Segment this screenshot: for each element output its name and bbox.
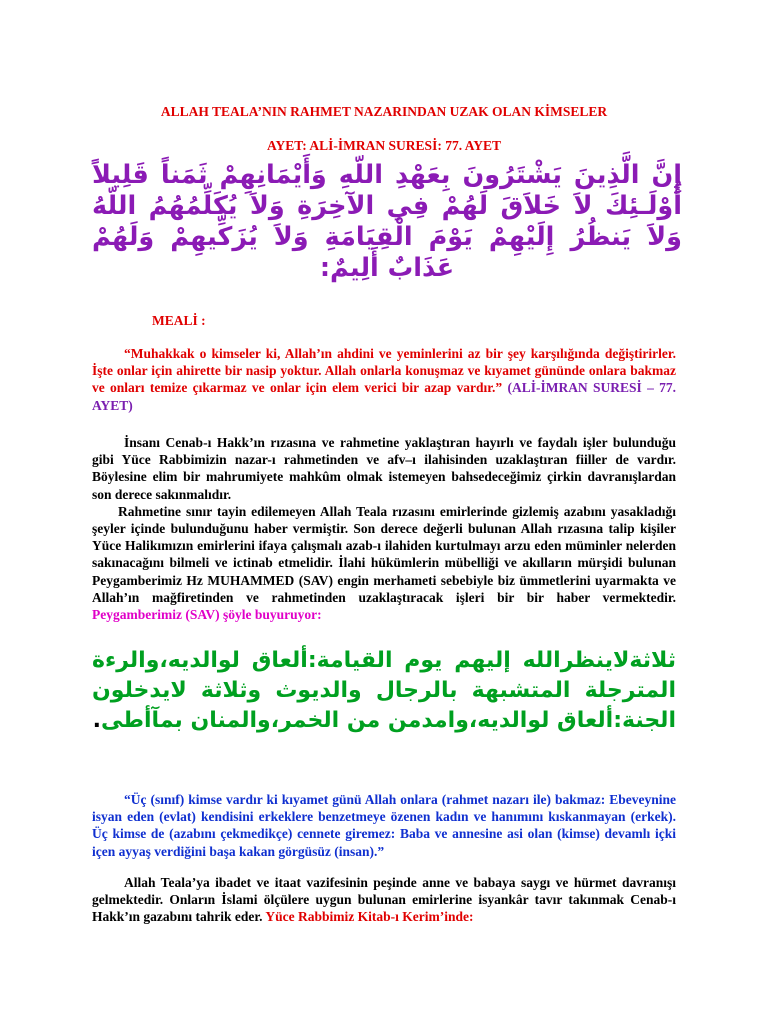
meal-reference: (ALİ-İMRAN SURESİ – 77. AYET) xyxy=(92,380,676,413)
arabic-ayet-text: إِنَّ الَّذِينَ يَشْتَرُونَ بِعَهْدِ اللّهِ وَأَيْمَانِهِمْ ثَمَناً قَلِيلاً أُوْلَـئِكَ لاَ خَلاَقَ لَهُمْ فِي الآخِرَةِ وَلاَ يُكَلِّمُهُمُ اللّهُ وَلاَ يَنظُرُ إِلَيْهِمْ يَوْمَ الْقِيَامَةِ وَلاَ يُزَكِّيهِمْ وَلَهُمْ عَذَابٌ أَلِيمٌ: xyxy=(92,160,682,283)
arabic-hadis-period: . xyxy=(92,708,102,733)
meali-label: MEALİ : xyxy=(152,313,206,328)
paragraph-insan: İnsanı Cenab-ı Hakk’ın rızasına ve rahmetine yaklaştıran hayırlı ve faydalı işler bulunduğu gibi Yüce Rabbimizin nazar-ı rahmetinden ve afv–ı ilahisinden uzaklaştıran fiiller de vardır. Böylesine elim bir mahrumiyete mahkûm olmak istemeyen bahsedeceğimiz çirkin davranışlardan son derece sakınmalıdır. xyxy=(92,435,676,502)
paragraph-rahmetine xyxy=(92,503,676,623)
body-paragraph-1 xyxy=(92,434,676,623)
page-title: ALLAH TEALA’NIN RAHMET NAZARINDAN UZAK OLAN KİMSELER xyxy=(160,104,608,119)
body-paragraph-2 xyxy=(92,874,676,926)
paragraph-rahmetine-text: Rahmetine sınır tayin edilemeyen Allah Teala rızasını emirlerinde gizlemiş azabını yasakladığı şeyler içinde bulunduğunu haber vermiştir. Son derece değerli bulunan Allah rızasına talip kişiler Yüce Halikımızın emirlerini ifaya çalışmalı azab-ı ilahiden kurtulmayı arzu eden müminler nelerden sakınacağını bilmeli ve ictinab etmelidir. İlahi hükümlerin mübelliği ve akılların mürşidi bulunan Peygamberimiz Hz MUHAMMED (SAV) engin merhameti sebebiyle biz ümmetlerini uyarmakta ve Allah’ın mağfiretinden ve rahmetinden uzaklaştıracak işleri bir bir haber vermektedir. xyxy=(92,503,676,605)
meal-text: “Muhakkak o kimseler ki, Allah’ın ahdini ve yeminlerini az bir şey karşılığında değiştirirler. İşte onlar için ahirette bir nasip yoktur. Allah onlarla konuşmaz ve kıyamet gününde onlara bakmaz ve onları temize çıkarmaz ve onlar için elem verici bir azap vardır.” xyxy=(92,346,676,396)
arabic-hadis-body: ثلاثةلاينظرالله إليهم يوم القيامة:ألعاق لوالديه،والرءة المترجلة المتشبهة بالرجال والديوث وثلاثة لايدخلون الجنة:ألعاق لوالديه،وامدمن من الخمر،والمنان بمآأطى xyxy=(92,648,676,733)
meal-paragraph xyxy=(92,345,676,414)
paragraph-allah-teala: Allah Teala’ya ibadet ve itaat vazifesinin peşinde anne ve babaya saygı ve hürmet davranışı gelmektedir. Onların İslami ölçülere uygun bulunan emirlerine isyankâr tavır takınmak Cenab-ı Hakk’ın gazabını tahrik eder. xyxy=(92,875,676,925)
arabic-hadis-text xyxy=(92,646,676,736)
hadis-meal-paragraph: “Üç (sınıf) kimse vardır ki kıyamet günü Allah onlara (rahmet nazarı ile) bakmaz: Ebeveynine isyan eden (evlat) kendisini erkeklere benzetmeye özenen kadın ve hanımını kıskanmayan (erkek). Üç kimse de (azabını çekmedikçe) cennete giremez: Baba ve annesine asi olan (kimse) devamlı içki içen ayyaş verdiğini başa kakan görgüsüz (insan).” xyxy=(92,792,676,859)
kitab-intro: Yüce Rabbimiz Kitab-ı Kerim’inde: xyxy=(262,909,474,925)
hadis-intro: Peygamberimiz (SAV) şöyle buyuruyor: xyxy=(92,607,322,623)
ayet-reference: AYET: ALİ-İMRAN SURESİ: 77. AYET xyxy=(267,138,501,153)
